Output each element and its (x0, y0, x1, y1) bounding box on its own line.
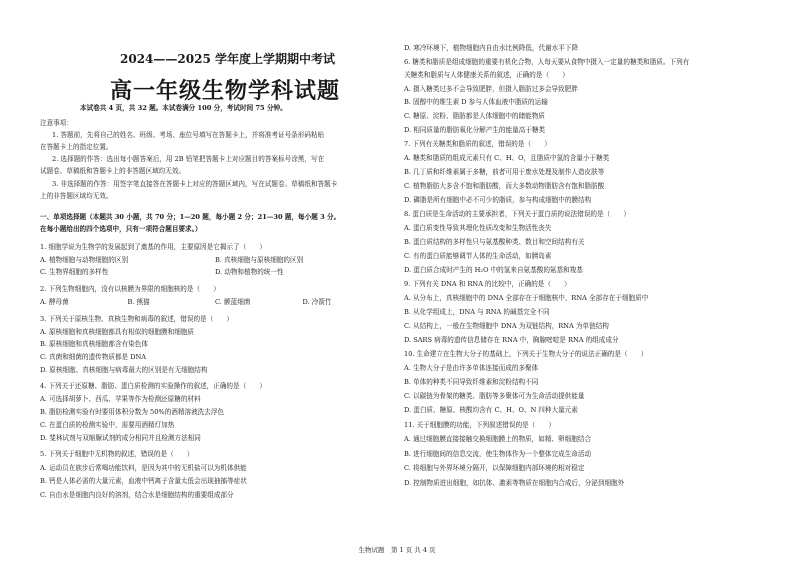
option-b: B. 原核细胞和真核细胞都含有染色体 (40, 340, 148, 348)
option-a: A. 蛋白质变性导致其理化性质改变和生物活性丧失 (404, 224, 552, 232)
notice-line: 上的非答题区域均无效。 (40, 192, 113, 200)
option-d: D. 动物和植物的统一性 (215, 268, 284, 276)
option-c: C. 以碳链为骨架的糖类、脂肪等多聚体可为生命活动提供能量 (404, 392, 585, 400)
option-b: B. 脂肪检测实验有时要用体积分数为 50%的酒精溶液洗去浮色 (40, 408, 225, 416)
question-5: 5. 下列关于细胞中无机物的叙述，错误的是（ ） (40, 450, 194, 458)
notice-line: 3. 非选择题的作答：用签字笔直接答在答题卡上对应的答题区域内，写在试题卷、草稿纸和答题卡 (52, 180, 338, 188)
option-d: D. 蛋白质、糖原、核酸均含有 C、H、O、N 四种大量元素 (404, 406, 578, 414)
option-b: B. 单体的种类不同导致纤维素和淀粉结构不同 (404, 378, 539, 386)
question-6: 6. 糖类和脂质是组成细胞的重要有机化合物，人每天要从食物中摄入一定量的糖类和脂质。下列有 (404, 58, 690, 66)
option-a: A. 摄入糖类过多不会导致肥胖，但摄入脂肪过多会导致肥胖 (404, 85, 578, 93)
question-1-options-row1 (40, 256, 390, 264)
page-footer: 生物试题 第 1 页 共 4 页 (358, 546, 436, 554)
option-d: D. 磷脂是所有细胞中必不可少的脂质，参与构成细胞中的膜结构 (404, 196, 592, 204)
option-d: D. 原核细胞、真核细胞与病毒最大的区别是有无细胞结构 (40, 366, 208, 374)
option-c: C. 有的蛋白质能够调节人体的生命活动，如胰岛素 (404, 252, 552, 260)
notice-line: 在答题卡上的指定位置。 (40, 143, 113, 151)
option-b: B. 进行细胞间的信息交流，使生物体作为一个整体完成生命活动 (404, 450, 592, 458)
option-b: B. 钙是人体必需的大量元素，血液中钙离子含量太低会出现抽搐等症状 (40, 477, 247, 485)
option-d: D. SARS 病毒的遗传信息储存在 RNA 中，胸腺嘧啶是 RNA 的组成成分 (404, 336, 619, 344)
question-7: 7. 下列有关糖类和脂质的叙述，错误的是（ ） (404, 140, 551, 148)
option-a: A. 可选择胡萝卜、西瓜、苹果等作为检测还原糖的材料 (40, 395, 201, 403)
exam-title: 2024——2025 学年度上学期期中考试 (120, 52, 335, 66)
option-c: C. 真菌和细菌的遗传物质都是 DNA (40, 353, 147, 361)
question-10: 10. 生命建立在生物大分子的基础上，下列关于生物大分子的说法正确的是（ ） (404, 350, 648, 358)
option-c: C. 将细胞与外界环境分隔开，以保障细胞内部环境的相对稳定 (404, 464, 585, 472)
option-c: C. 糖原、淀粉、脂肪都是人体细胞中的储能物质 (404, 112, 545, 120)
option-d: D. 蛋白质合成时产生的 H₂O 中的氢来自氨基酸的氨基和羧基 (404, 266, 583, 274)
option-d: D. 冷箭竹 (302, 298, 332, 306)
option-a: A. 通过细胞膜直接接触交换细胞膜上的物质，如精、卵细胞结合 (404, 435, 591, 443)
question-3: 3. 下列关于原核生物、真核生物和病毒的叙述，错误的是（ ） (40, 315, 234, 323)
option-d: D. 相同质量的脂肪氧化分解产生的能量高于糖类 (404, 126, 546, 134)
option-c: C. 自由水是细胞内良好的溶剂，结合水是细胞结构的重要组成部分 (40, 491, 234, 499)
question-2: 2. 下列生物细胞内，没有以核膜为界限的细胞核的是（ ） (40, 285, 220, 293)
option-b: B. 固醇中的维生素 D 参与人体血液中脂质的运输 (404, 98, 548, 106)
text-line: D. 寒冷环境下，植物细胞内自由水比例降低，代谢水平下降 (404, 44, 579, 52)
section-heading-2: 在每小题给出的四个选项中，只有一项符合题目要求。） (40, 225, 202, 233)
option-c: C. 植物脂肪大多含不饱和脂肪酸，而大多数动物脂肪含有饱和脂肪酸 (404, 182, 605, 190)
notice-line: 1. 答题前，先将自己的姓名、班级、考场、座位号填写在答题卡上，并将准考证号条形码粘贴 (52, 131, 325, 139)
option-a: A. 运动员在族步后常喝功能饮料，是因为其中的无机盐可以为机体供能 (40, 464, 247, 472)
question-2-options (40, 298, 390, 306)
question-4: 4. 下列关于还原糖、脂肪、蛋白质检测的实验操作的叙述，正确的是（ ） (40, 382, 266, 390)
option-a: A. 生物大分子是由许多单体连接而成的多聚体 (404, 364, 539, 372)
option-d: D. 控制物质进出细胞，如抗体、激素等物质在细胞内合成后，分泌到细胞外 (404, 479, 625, 487)
option-d: D. 斐林试剂与双缩脲试剂的成分相同并且检测方法相同 (40, 434, 201, 442)
option-a: A. 糖类和脂质的组成元素只有 C、H、O，且脂质中氢的含量小于糖类 (404, 154, 610, 162)
option-c: C. 从结构上，一般在生物细胞中 DNA 为双链结构，RNA 为单链结构 (404, 322, 609, 330)
question-1: 1. 细胞学说为生物学的发展起到了奠基的作用，主要原因是它揭示了（ ） (40, 243, 266, 251)
option-b: B. 熊猫 (127, 298, 150, 306)
option-a: A. 酵母菌 (40, 298, 69, 306)
question-11: 11. 关于细胞膜的功能，下列叙述错误的是（ ） (404, 421, 556, 429)
notice-heading: 注意事项： (40, 119, 73, 127)
option-b: B. 从化学组成上，DNA 与 RNA 的碱基完全不同 (404, 308, 550, 316)
question-8: 8. 蛋白质是生命活动的主要承担者，下列关于蛋白质的说法错误的是（ ） (404, 210, 630, 218)
notice-line: 试题卷、草稿纸和答题卡上的非答题区域均无效。 (40, 167, 186, 175)
option-c: C. 颤蓝细菌 (215, 298, 251, 306)
section-heading: 一、单项选择题（本题共 30 小题，共 70 分；1—20 题，每小题 2 分；21—30 题，每小题 3 分。 (40, 213, 341, 221)
question-9: 9. 下列有关 DNA 和 RNA 的比较中，正确的是（ ） (404, 280, 571, 288)
option-b: B. 真核细胞与原核细胞的区别 (215, 256, 304, 264)
notice-line: 2. 选择题的作答：选出每小题答案后，用 2B 铅笔把答题卡上对应题目的答案标号涂黑，写在 (52, 155, 325, 163)
option-c: C. 在蛋白质的检测实验中，需要用酒精灯加热 (40, 421, 175, 429)
main-title: 高一年级生物学科试题 (109, 78, 340, 104)
text-line: 关糖类和脂质与人体健康关系的叙述，正确的是（ ） (404, 71, 569, 79)
option-c: C. 生物界细胞的多样性 (40, 268, 109, 276)
option-a: A. 从分布上，真核细胞中的 DNA 全部存在于细胞核中，RNA 全部存在于细胞质中 (404, 294, 649, 302)
option-b: B. 几丁质和纤维素属于多糖，前者可用于废水处理及制作人造皮肤等 (404, 168, 605, 176)
option-a: A. 植物细胞与动物细胞的区别 (40, 256, 129, 264)
question-1-options-row2 (40, 268, 390, 276)
exam-info: 本试卷共 4 页，共 32 题。本试卷满分 100 分，考试时间 75 分钟。 (80, 104, 287, 112)
option-a: A. 原核细胞和真核细胞都具有相似的细胞膜和细胞质 (40, 328, 195, 336)
option-b: B. 蛋白质结构的多样性只与氨基酸种类、数目和空间结构有关 (404, 238, 585, 246)
